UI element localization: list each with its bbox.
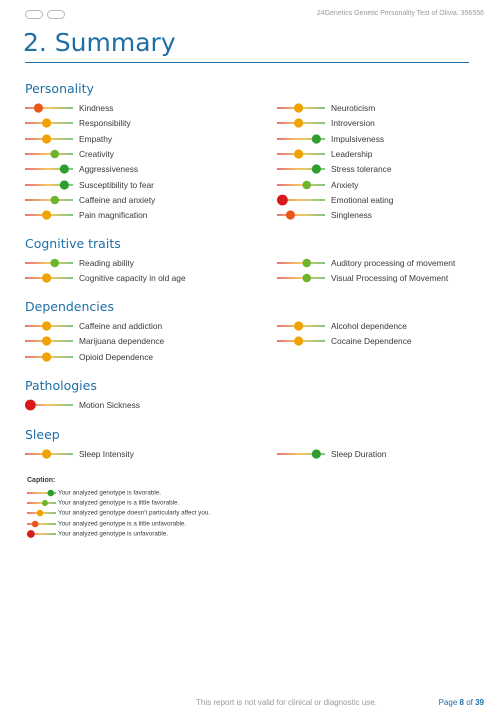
status-dot [312,449,321,458]
trait-label: Anxiety [331,179,359,190]
gradient-line [277,278,325,279]
trait-indicator [25,319,73,333]
trait-label: Opioid Dependence [79,351,154,362]
section-title: Pathologies [25,378,97,393]
genotype-indicator-icon [25,334,73,348]
genotype-indicator-icon [277,132,325,146]
trait-label: Kindness [79,103,114,113]
trait-label: Susceptibility to fear [79,179,154,190]
trait-label: Visual Processing of Movement [331,273,449,284]
trait-indicator [25,334,73,348]
trait-indicator [25,116,73,130]
status-dot [42,134,51,143]
status-dot [27,530,35,538]
caption-indicator [27,498,57,508]
trait-indicator [277,178,325,192]
genotype-indicator-icon [27,529,56,539]
status-dot [34,103,43,112]
gradient-line [277,184,325,185]
genotype-indicator-icon [25,178,73,192]
trait-label: Leadership [331,148,373,159]
status-dot [50,195,59,204]
genotype-indicator-icon [25,132,73,146]
gradient-line [25,199,73,200]
genotype-indicator-icon [277,334,325,348]
trait-indicator [277,162,325,176]
status-dot [32,520,39,527]
status-dot [302,180,311,189]
status-dot [50,259,59,268]
status-dot [302,274,311,283]
trait-indicator [25,162,73,176]
trait-indicator [25,447,73,461]
status-dot [47,490,54,497]
page-number [439,698,484,707]
trait-indicator [25,271,73,285]
gradient-line [25,262,73,263]
genotype-indicator-icon [27,508,56,518]
trait-indicator [277,101,325,115]
trait-indicator [277,132,325,146]
status-dot [50,150,59,159]
status-dot [42,274,51,283]
page-total: 39 [475,698,484,707]
genotype-indicator-icon [27,488,56,498]
genotype-indicator-icon [277,178,325,192]
status-dot [302,259,311,268]
section-title: Dependencies [25,299,114,314]
certification-logo [47,10,65,19]
trait-label: Responsibility [79,118,131,129]
certification-logo [25,10,43,19]
genotype-indicator-icon [25,147,73,161]
genotype-indicator-icon [25,447,73,461]
disclaimer-note: This report is not valid for clinical or diagnostic use. [196,698,377,707]
trait-indicator [25,256,73,270]
status-dot [294,119,303,128]
trait-indicator [277,193,325,207]
caption-text: Your analyzed genotype is favorable. [58,489,162,497]
genotype-indicator-icon [25,101,73,115]
trait-label: Caffeine and addiction [79,321,163,331]
trait-indicator [277,256,325,270]
status-dot [294,149,303,158]
status-dot [312,165,321,174]
gradient-line [25,107,73,108]
status-dot [294,337,303,346]
page-title: 2. Summary [23,28,176,57]
status-dot [294,103,303,112]
report-header: 24Genetics Genetic Personality Test of Olivia. 356556 [316,10,484,17]
trait-label: Alcohol dependence [331,321,407,331]
caption-text: Your analyzed genotype is unfavorable. [58,530,169,538]
section-title: Sleep [25,427,60,442]
genotype-indicator-icon [25,271,73,285]
trait-indicator [277,147,325,161]
genotype-indicator-icon [277,147,325,161]
trait-label: Cognitive capacity in old age [79,273,186,284]
trait-label: Cocaine Dependence [331,336,412,347]
page-word: Page [438,698,458,707]
status-dot [294,321,303,330]
genotype-indicator-icon [277,193,325,207]
status-dot [60,165,69,174]
status-dot [42,119,51,128]
genotype-indicator-icon [277,116,325,130]
genotype-indicator-icon [25,398,73,412]
trait-indicator [25,132,73,146]
trait-label: Aggressiveness [79,164,139,175]
page-of: of [466,698,473,707]
trait-indicator [25,208,73,222]
trait-indicator [277,447,325,461]
genotype-indicator-icon [25,162,73,176]
gradient-line [277,262,325,263]
genotype-indicator-icon [25,256,73,270]
status-dot [42,210,51,219]
trait-indicator [25,193,73,207]
status-dot [42,500,48,506]
title-divider [25,62,469,63]
section-title: Cognitive traits [25,236,121,251]
trait-label: Auditory processing of movement [331,258,456,268]
caption-title: Caption: [27,477,56,484]
caption-text: Your analyzed genotype doesn't particularly affect you. [58,509,211,517]
genotype-indicator-icon [25,193,73,207]
header-logos [25,10,65,19]
genotype-indicator-icon [277,256,325,270]
trait-label: Reading ability [79,258,134,268]
genotype-indicator-icon [25,208,73,222]
trait-indicator [25,350,73,364]
trait-label: Sleep Duration [331,449,387,459]
trait-indicator [25,101,73,115]
status-dot [312,134,321,143]
genotype-indicator-icon [277,447,325,461]
page-current: 8 [459,698,464,707]
genotype-indicator-icon [277,271,325,285]
genotype-indicator-icon [25,319,73,333]
gradient-line [27,523,56,524]
trait-label: Impulsiveness [331,133,385,144]
genotype-indicator-icon [277,208,325,222]
caption-indicator [27,488,57,498]
caption-text: Your analyzed genotype is a little unfavorable. [58,520,187,528]
trait-indicator [25,147,73,161]
section-title: Personality [25,81,94,96]
status-dot [42,321,51,330]
status-dot [37,510,44,517]
trait-label: Emotional eating [331,194,394,205]
trait-label: Stress tolerance [331,164,392,175]
gradient-line [277,214,325,215]
gradient-line [25,153,73,154]
trait-label: Caffeine and anxiety [79,194,156,205]
trait-label: Empathy [79,133,113,144]
trait-label: Introversion [331,118,375,129]
trait-label: Creativity [79,148,114,159]
caption-indicator [27,508,57,518]
genotype-indicator-icon [277,319,325,333]
status-dot [42,337,51,346]
genotype-indicator-icon [277,101,325,115]
trait-label: Sleep Intensity [79,449,134,459]
gradient-line [27,503,56,504]
genotype-indicator-icon [277,162,325,176]
trait-label: Singleness [331,210,372,221]
genotype-indicator-icon [25,350,73,364]
caption-text: Your analyzed genotype is a little favorable. [58,499,180,507]
trait-label: Marijuana dependence [79,336,165,347]
status-dot [42,352,51,361]
trait-indicator [277,208,325,222]
genotype-indicator-icon [25,116,73,130]
trait-label: Neuroticism [331,103,376,113]
trait-indicator [25,398,73,412]
trait-indicator [277,334,325,348]
genotype-indicator-icon [27,519,56,529]
trait-label: Motion Sickness [79,400,140,410]
trait-indicator [277,319,325,333]
trait-indicator [25,178,73,192]
status-dot [42,449,51,458]
trait-indicator [277,271,325,285]
trait-indicator [277,116,325,130]
caption-indicator [27,519,57,529]
status-dot [277,194,288,205]
status-dot [286,210,295,219]
caption-indicator [27,529,57,539]
status-dot [60,180,69,189]
trait-label: Pain magnification [79,210,148,221]
genotype-indicator-icon [27,498,56,508]
status-dot [25,400,36,411]
